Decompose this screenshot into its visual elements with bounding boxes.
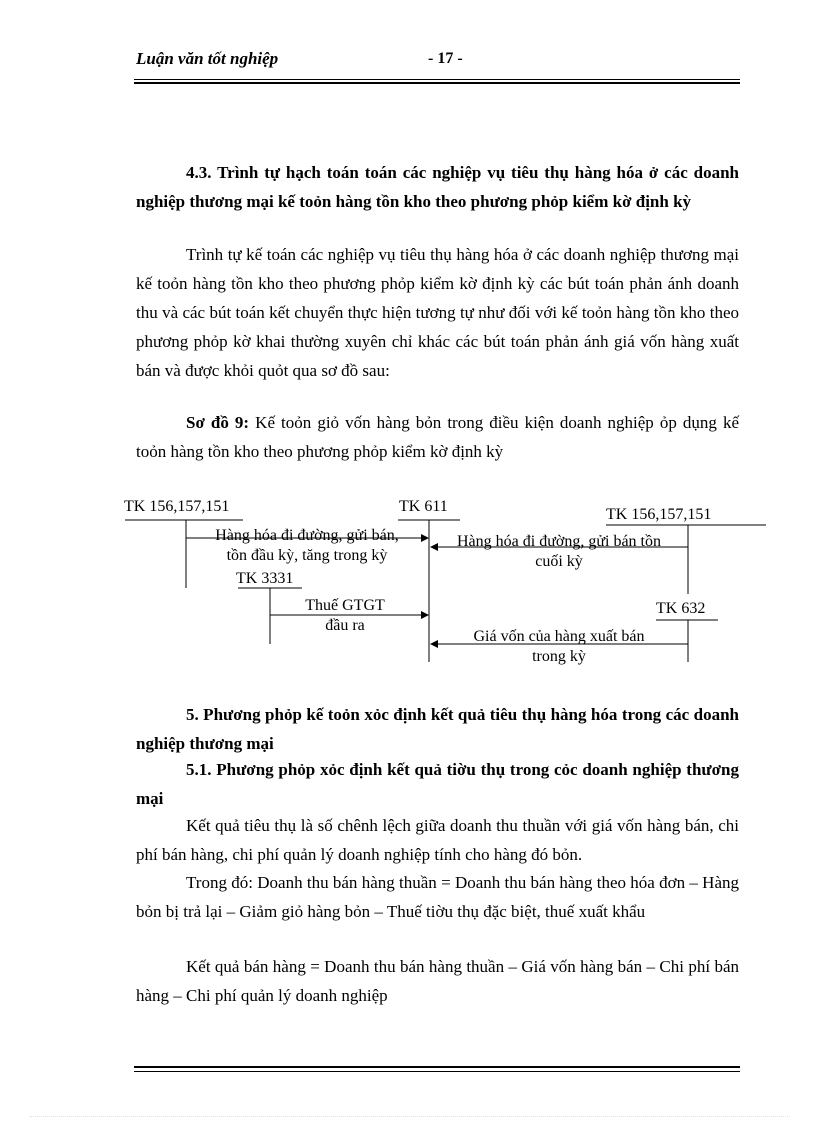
footer-rule-thick	[134, 1066, 740, 1068]
flow-vat-label	[270, 596, 420, 636]
flow-closing-line1: Hàng hóa đi đường, gửi bán tồn	[457, 533, 661, 550]
account-label-3331: TK 3331	[236, 570, 294, 587]
flow-closing-line2: cuối kỳ	[535, 553, 583, 570]
header-rule-thin	[134, 79, 740, 80]
diagram-caption-text: Kế toỏn giỏ vốn hàng bỏn trong điều kiện doanh nghiệp ỏp dụng kế toỏn hàng tồn kho theo phương phỏp kiểm kờ định kỳ	[136, 413, 739, 461]
flow-opening-line1: Hàng hóa đi đường, gửi bán,	[215, 527, 399, 544]
section-4-3-heading: 4.3. Trình tự hạch toán toán các nghiệp vụ tiêu thụ hàng hóa ở các doanh nghiệp thương mại kế toỏn hàng tồn kho theo phương phỏp kiểm kờ định kỳ	[136, 163, 739, 211]
flow-opening-line2: tồn đầu kỳ, tăng trong kỳ	[226, 547, 388, 564]
flow-cogs-label	[432, 627, 686, 667]
section-5-paragraph-1: Kết quả tiêu thụ là số chênh lệch giữa doanh thu thuần với giá vốn hàng bán, chi phí bán hàng, chi phí quản lý doanh nghiệp tính cho hàng đó bỏn.	[136, 816, 739, 864]
page-number: - 17 -	[428, 50, 463, 67]
section-4-3-paragraph: Trình tự kế toán các nghiệp vụ tiêu thụ hàng hóa ở các doanh nghiệp thương mại kế toỏn hàng tồn kho theo phương phỏp kiểm kờ định kỳ các bút toán phản ánh doanh thu và các bút toán kết chuyển thực hiện tương tự như đối với kế toỏn hàng tồn kho theo phương phỏp kờ khai thường xuyên chỉ khác các bút toán phản ánh giá vốn hàng xuất bán và được khỏi quỏt qua sơ đồ sau:	[136, 245, 739, 380]
flow-vat-line2: đầu ra	[325, 617, 365, 634]
flow-vat-line1: Thuế GTGT	[305, 597, 385, 614]
flow-opening-label	[186, 526, 428, 566]
footer-rule-thin	[134, 1071, 740, 1072]
section-5-paragraph-3: Kết quả bán hàng = Doanh thu bán hàng thuần – Giá vốn hàng bán – Chi phí bán hàng – Chi phí quản lý doanh nghiệp	[136, 957, 739, 1005]
account-label-632: TK 632	[656, 600, 706, 617]
flow-cogs-line1: Giá vốn của hàng xuất bán	[473, 628, 645, 645]
section-5-1-heading: 5.1. Phương phỏp xỏc định kết quả tiờu thụ trong cỏc doanh nghiệp thương mại	[136, 760, 739, 808]
flow-closing-label	[432, 532, 686, 572]
flow-cogs-line2: trong kỳ	[532, 648, 586, 665]
accounting-flow-diagram	[0, 490, 816, 680]
header-rule-thick	[134, 82, 740, 84]
account-label-611: TK 611	[399, 498, 448, 515]
diagram-caption	[136, 408, 739, 466]
account-label-right: TK 156,157,151	[606, 506, 712, 523]
diagram-caption-label: Sơ đồ 9:	[186, 413, 250, 432]
document-title: Luận văn tốt nghiệp	[136, 49, 279, 68]
account-label-left: TK 156,157,151	[124, 498, 230, 515]
section-5-paragraph-2: Trong đó: Doanh thu bán hàng thuần = Doanh thu bán hàng theo hóa đơn – Hàng bỏn bị trả lại – Giảm giỏ hàng bỏn – Thuế tiờu thụ đặc biệt, thuế xuất khẩu	[136, 873, 739, 921]
page-bottom-dotted-line	[30, 1116, 790, 1117]
section-5-heading: 5. Phương phỏp kế toỏn xỏc định kết quả tiêu thụ hàng hóa trong các doanh nghiệp thương mại	[136, 705, 739, 753]
